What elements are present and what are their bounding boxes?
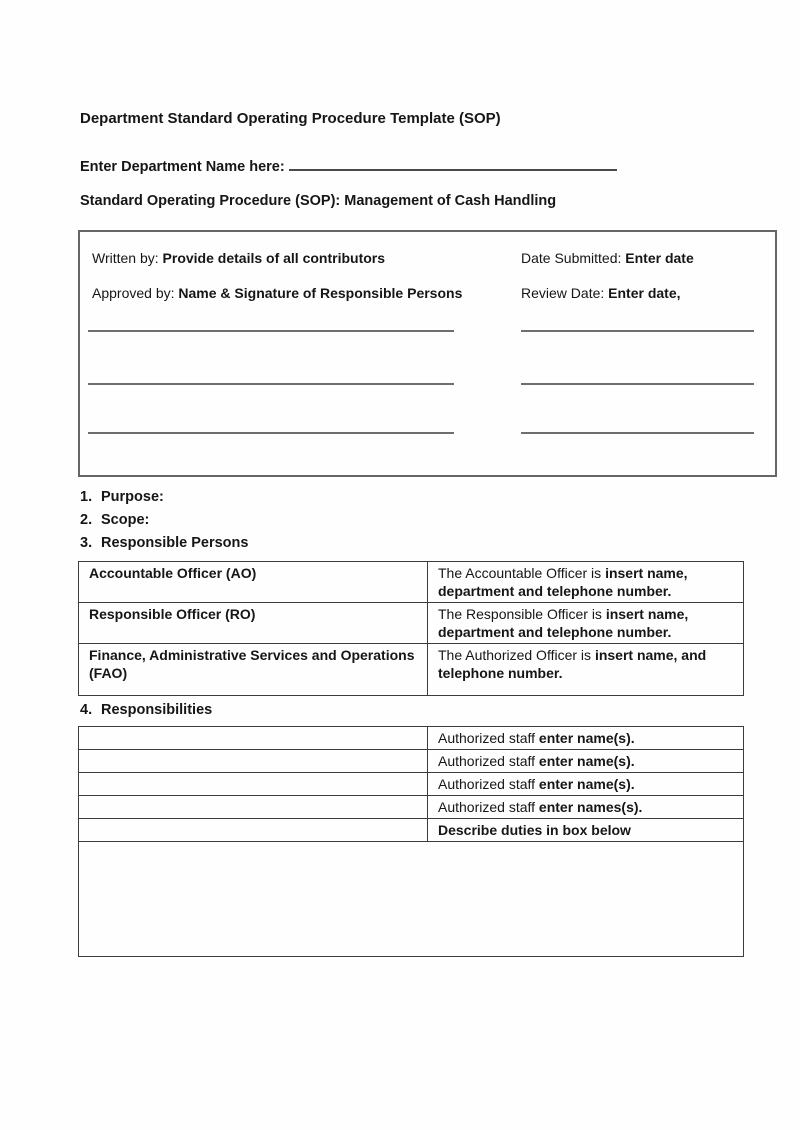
- approved-by-value: Name & Signature of Responsible Persons: [178, 285, 463, 301]
- date-submitted-label: Date Submitted:: [521, 250, 626, 266]
- table-row: [79, 727, 744, 750]
- staff-regular: Authorized staff: [438, 799, 539, 815]
- section-label: Purpose:: [101, 489, 164, 505]
- staff-bold: enter name(s).: [538, 730, 635, 746]
- section-number: 2.: [80, 512, 93, 528]
- table-row: [79, 603, 744, 644]
- date-submitted-value: Enter date: [625, 250, 694, 266]
- review-date-row: [521, 285, 681, 301]
- staff-cell: [428, 750, 744, 773]
- description-bold: insert name, department and telephone number.: [438, 565, 688, 599]
- written-by-value: Provide details of all contributors: [162, 250, 386, 266]
- approved-by-label: Approved by:: [92, 285, 179, 301]
- staff-bold: enter name(s).: [538, 776, 635, 792]
- signature-line: [521, 383, 754, 385]
- section-number: 4.: [80, 702, 93, 718]
- signature-line: [521, 432, 754, 434]
- review-date-value: Enter date,: [608, 285, 681, 301]
- description-cell: [428, 562, 744, 603]
- department-name-blank-line: [289, 156, 617, 171]
- describe-duties-cell: Describe duties in box below: [428, 819, 744, 842]
- table-row: [79, 644, 744, 696]
- section-number: 3.: [80, 535, 93, 551]
- department-name-label: Enter Department Name here:: [80, 159, 285, 175]
- section-heading-responsibilities: [80, 702, 212, 718]
- duties-description-box: [79, 842, 744, 957]
- department-name-row: [80, 156, 617, 175]
- section-heading-responsible-persons: [80, 535, 248, 551]
- table-row: [79, 750, 744, 773]
- section-label: Scope:: [101, 512, 150, 528]
- sop-subject-line: Standard Operating Procedure (SOP): Management of Cash Handling: [80, 193, 557, 209]
- section-label: Responsibilities: [101, 702, 213, 718]
- staff-cell: [428, 796, 744, 819]
- table-row: [79, 773, 744, 796]
- description-regular: The Responsible Officer is: [438, 606, 606, 622]
- role-cell: Finance, Administrative Services and Operations (FAO): [79, 644, 428, 696]
- blank-cell: [79, 796, 428, 819]
- approved-by-row: [92, 285, 462, 301]
- table-row: [79, 562, 744, 603]
- table-row: [79, 796, 744, 819]
- description-regular: The Accountable Officer is: [438, 565, 606, 581]
- description-regular: The Authorized Officer is: [438, 647, 595, 663]
- signature-line: [88, 383, 454, 385]
- blank-cell: [79, 819, 428, 842]
- description-bold: insert name, department and telephone number.: [438, 606, 689, 640]
- description-bold: insert name, and telephone number.: [438, 647, 707, 681]
- staff-regular: Authorized staff: [438, 753, 539, 769]
- authorship-info-box: [78, 230, 777, 477]
- blank-cell: [79, 773, 428, 796]
- review-date-label: Review Date:: [521, 285, 609, 301]
- section-heading-scope: [80, 512, 149, 528]
- table-row: [79, 819, 744, 842]
- blank-cell: [79, 727, 428, 750]
- staff-cell: [428, 727, 744, 750]
- section-number: 1.: [80, 489, 93, 505]
- responsibilities-table: [78, 726, 744, 957]
- date-submitted-row: [521, 250, 694, 266]
- section-label: Responsible Persons: [101, 535, 249, 551]
- role-cell: Accountable Officer (AO): [79, 562, 428, 603]
- table-row: [79, 842, 744, 957]
- staff-cell: [428, 773, 744, 796]
- signature-line: [88, 432, 454, 434]
- blank-cell: [79, 750, 428, 773]
- written-by-label: Written by:: [92, 250, 163, 266]
- document-title: Department Standard Operating Procedure Template (SOP): [80, 110, 501, 127]
- signature-line: [88, 330, 454, 332]
- role-cell: Responsible Officer (RO): [79, 603, 428, 644]
- section-heading-purpose: [80, 489, 164, 505]
- signature-line: [521, 330, 754, 332]
- staff-regular: Authorized staff: [438, 776, 539, 792]
- staff-bold: enter names(s).: [538, 799, 643, 815]
- description-cell: [428, 603, 744, 644]
- staff-bold: enter name(s).: [538, 753, 635, 769]
- description-cell: [428, 644, 744, 696]
- written-by-row: [92, 250, 385, 266]
- responsible-persons-table: [78, 561, 744, 696]
- staff-regular: Authorized staff: [438, 730, 539, 746]
